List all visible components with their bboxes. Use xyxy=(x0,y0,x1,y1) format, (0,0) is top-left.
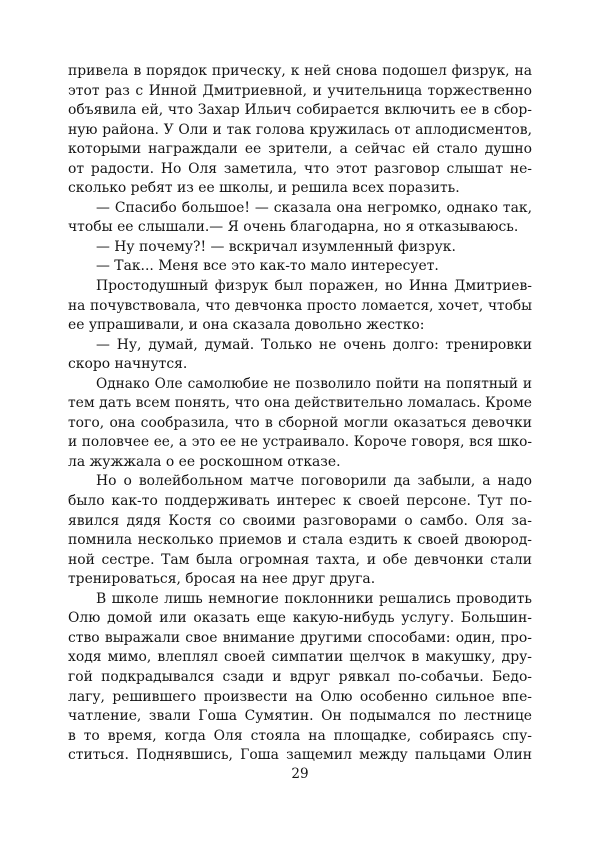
text-line: тренироваться, бросая на нее друг друга. xyxy=(68,571,376,588)
text-line: — Ну почему?! — вскричал изумленный физрук. xyxy=(96,238,456,255)
text-line: — Так... Меня все это как-то мало интересует. xyxy=(96,258,439,275)
text-line: было как-то поддерживать интерес к своей персоне. Тут по- xyxy=(68,493,532,510)
text-line: ходя мимо, влеплял своей симпатии щелчок в макушку, дру- xyxy=(68,649,532,666)
text-line: и половчее ее, а это ее не устраивало. Короче говоря, вся шко- xyxy=(68,434,532,451)
page-text xyxy=(68,62,532,766)
text-line: В школе лишь немногие поклонники решались проводить xyxy=(96,590,532,607)
text-line: — Ну, думай, думай. Только не очень долго: тренировки xyxy=(96,336,532,353)
text-line: тем дать всем понять, что она действительно ломалась. Кроме xyxy=(68,395,532,412)
text-line: этот раз с Инной Дмитриевной, и учительница торжественно xyxy=(68,82,532,99)
text-line: ее упрашивали, и она сказала довольно жестко: xyxy=(68,317,425,334)
text-line: от радости. Но Оля заметила, что этот разговор слышат не- xyxy=(68,160,532,177)
text-line: гой подкрадывался сзади и вдруг рявкал по-собачьи. Бедо- xyxy=(68,668,532,685)
text-line: — Спасибо большое! — сказала она негромко, однако так, xyxy=(96,199,532,216)
text-line: того, она сообразила, что в сборной могли оказаться девочки xyxy=(68,414,532,431)
text-line: скоро начнутся. xyxy=(68,356,188,373)
text-line: чтобы ее слышали.— Я очень благодарна, но я отказываюсь. xyxy=(68,219,519,236)
text-line: объявила ей, что Захар Ильич собирается включить ее в сбор- xyxy=(68,102,532,119)
text-line: на почувствовала, что девчонка просто ломается, хочет, чтобы xyxy=(68,297,532,314)
text-line: ство выражали свое внимание другими способами: один, про- xyxy=(68,629,532,646)
text-line: ную района. У Оли и так голова кружилась от аплодисментов, xyxy=(68,121,532,138)
text-line: ститься. Поднявшись, Гоша защемил между пальцами Олин xyxy=(68,747,532,764)
text-line: чатление, звали Гоша Сумятин. Он подымался по лестнице xyxy=(68,708,532,725)
text-line: привела в порядок прическу, к ней снова подошел физрук, на xyxy=(68,63,532,79)
text-line: Но о волейбольном матче поговорили да забыли, а надо xyxy=(96,473,532,490)
text-line: ной сестре. Там была огромная тахта, и обе девчонки стали xyxy=(68,551,532,568)
text-line: помнила несколько приемов и стала ездить к своей двоюрод- xyxy=(68,532,532,549)
text-line: Однако Оле самолюбие не позволило пойти на попятный и xyxy=(96,375,532,392)
text-line: Простодушный физрук был поражен, но Инна Дмитриев- xyxy=(96,278,532,295)
text-line: Олю домой или оказать еще какую-нибудь услугу. Большин- xyxy=(68,610,532,627)
page-number: 29 xyxy=(291,766,309,782)
text-line: явился дядя Костя со своими разговорами о самбо. Оля за- xyxy=(68,512,532,529)
text-line: ла жужжала о ее роскошном отказе. xyxy=(68,453,341,470)
text-line: в то время, когда Оля стояла на площадке, собираясь спу- xyxy=(68,727,532,744)
text-line: которыми награждали ее зрители, а сейчас ей стало душно xyxy=(68,141,532,158)
text-line: лагу, решившего произвести на Олю особенно сильное впе- xyxy=(68,688,532,705)
text-line: сколько ребят из ее школы, и решила всех поразить. xyxy=(68,180,460,197)
